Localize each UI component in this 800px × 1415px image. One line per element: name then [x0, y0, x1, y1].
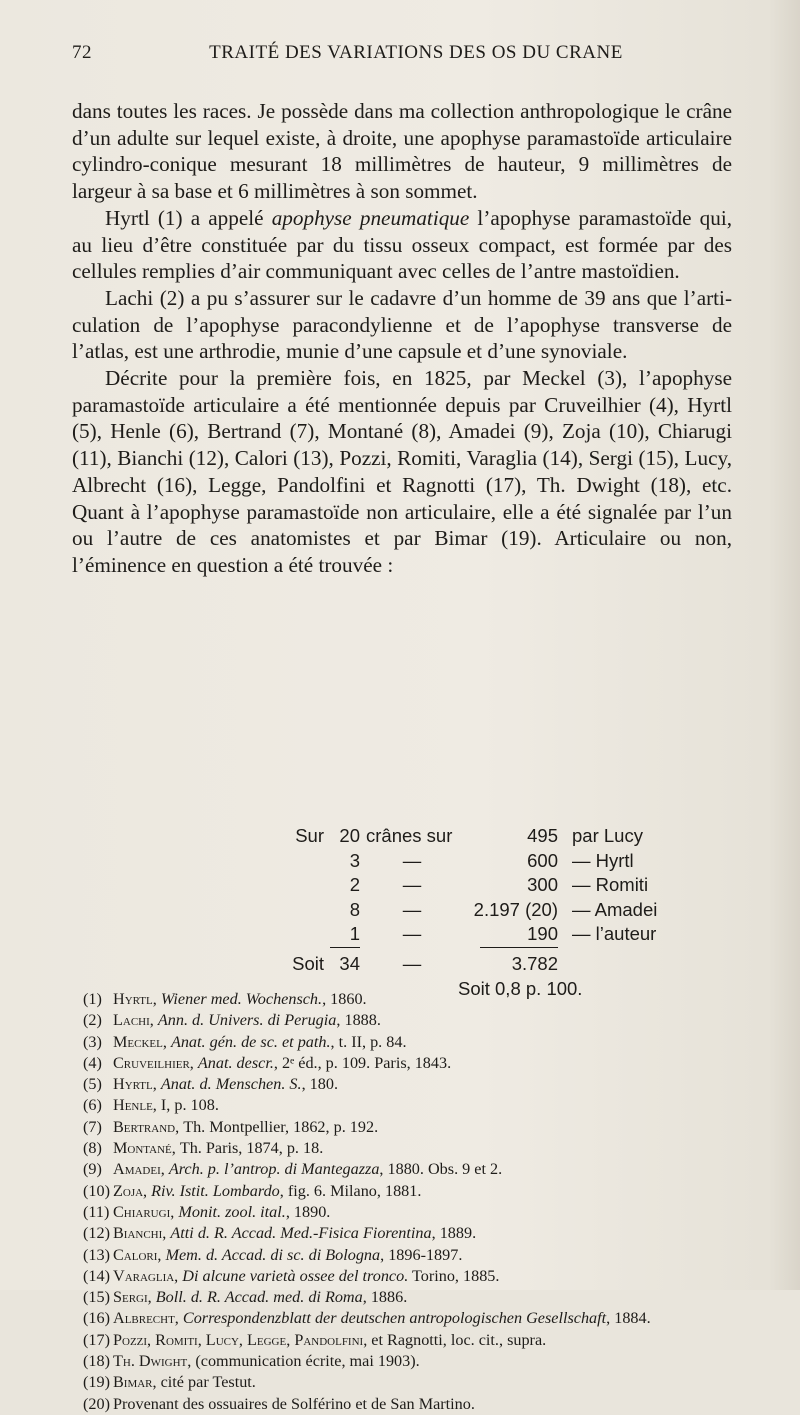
footnote-number: (14): [83, 1266, 110, 1285]
footnote-author: Bianchi,: [113, 1224, 171, 1243]
stats-total-label: Soit: [292, 952, 324, 974]
footnote-author: Chiarugi,: [113, 1202, 179, 1221]
footnote-title: Atti d. R. Accad. Med.-Fisica Fiorentina: [170, 1224, 432, 1243]
footnote-number: (19): [83, 1373, 110, 1392]
footnote-number: (5): [83, 1075, 102, 1094]
stats-author: — l’auteur: [572, 923, 657, 944]
footnote-author: Meckel,: [113, 1032, 171, 1051]
footnote-details: Provenant des ossuaires de Solférino et de San Martino.: [113, 1394, 475, 1413]
stats-count: 20: [339, 825, 360, 846]
footnote-author: Bimar,: [113, 1373, 161, 1392]
footnote-number: (13): [83, 1245, 110, 1264]
footnote-title: Mem. d. Accad. di sc. di Bologna: [165, 1245, 381, 1264]
footnote-author: Hyrtl,: [113, 990, 161, 1008]
footnote-details: , 1880. Obs. 9 et 2.: [379, 1160, 503, 1179]
footnote-title: Anat. descr.: [197, 1053, 274, 1072]
footnote-details: , t. II, p. 84.: [330, 1032, 407, 1051]
footnote: [83, 1181, 763, 1202]
body-text: [72, 98, 732, 579]
footnote-author: Cruveilhier,: [113, 1053, 198, 1072]
footnote-details: , 180.: [301, 1075, 338, 1094]
stats-row: [290, 898, 657, 923]
footnote: [83, 1394, 763, 1415]
footnote-title: Monit. zool. ital.: [178, 1202, 286, 1221]
footnote-number: (16): [83, 1309, 110, 1328]
footnote: [83, 1138, 763, 1159]
footnote-number: (4): [83, 1053, 102, 1072]
stats-row: [290, 824, 657, 849]
footnote-details: Torino, 1885.: [408, 1266, 500, 1285]
stats-total-row: [290, 948, 657, 977]
footnote-author: Henle,: [113, 1096, 161, 1115]
footnote-author: Pozzi, Romiti, Lucy, Legge, Pandolfini,: [113, 1330, 372, 1349]
footnote-details: (communication écrite, mai 1903).: [195, 1352, 420, 1371]
stats-count: 1: [330, 922, 360, 948]
footnote-details: , 2ᵉ éd., p. 109. Paris, 1843.: [273, 1053, 452, 1072]
footnote: [83, 1010, 763, 1031]
footnote-title: Arch. p. l’antrop. di Mantegazza: [168, 1160, 380, 1179]
stats-word: —: [402, 874, 422, 895]
stats-result: Soit 0,8 p. 100.: [458, 977, 583, 999]
paragraph: Décrite pour la première fois, en 1825, par Meckel (3), l’apophyse paramastoïde articulaire a été mentionnée depuis par Cruveilhier (4), Hyrtl (5), Henle (6), Bertrand (7), Montané (8), Amadei (9), Zoja (10), Chiarugi (11), Bianchi (12), Calori (13), Pozzi, Romiti, Varaglia (14), Sergi (15), Lucy, Albrecht (16), Legge, Pandolfini et Ragnotti (17), Th. Dwight (18), etc. Quant à l’apophyse paramastoïde non articulaire, elle a été signalée par l’un ou l’autre de ces anatomistes et par Bimar (19). Articulaire ou non, l’éminence en question a été trouvée :: [72, 366, 732, 577]
footnote-title: Anat. d. Menschen. S.: [160, 1075, 302, 1094]
footnote: [83, 1287, 763, 1308]
footnote: [83, 1053, 763, 1074]
footnote-title: Boll. d. R. Accad. med. di Roma: [155, 1288, 363, 1307]
stats-row: [290, 849, 657, 874]
stats-value: 300: [527, 874, 558, 895]
stats-value: 495: [527, 825, 558, 846]
footnote-details: et Ragnotti, loc. cit., supra.: [371, 1330, 547, 1349]
footnote-author: Th. Dwight,: [113, 1352, 196, 1371]
stats-total-word: —: [402, 952, 422, 974]
footnote-author: Albrecht,: [113, 1309, 183, 1328]
footnote: [83, 1266, 763, 1287]
footnote-details: , 1884.: [606, 1309, 651, 1328]
footnote-details: , 1886.: [362, 1288, 408, 1307]
stats-label: [290, 922, 330, 948]
stats-label: Sur: [295, 825, 324, 846]
footnote-number: (9): [83, 1160, 102, 1179]
footnote-title: Wiener med. Wochensch.: [160, 990, 323, 1008]
footnotes: [83, 989, 763, 1415]
stats-author: — Hyrtl: [572, 849, 634, 871]
stats-value-text: 190: [480, 922, 558, 948]
footnote: [83, 1159, 763, 1180]
footnote-number: (18): [83, 1352, 110, 1371]
footnote-number: (1): [83, 990, 102, 1008]
statistics-table: [290, 824, 750, 1001]
stats-value: [458, 922, 572, 948]
footnote-details: , 1889.: [431, 1224, 477, 1243]
footnote-author: Calori,: [113, 1245, 166, 1264]
footnote-number: (7): [83, 1117, 102, 1136]
footnote-title: Correspondenzblatt der deutschen antropologischen Gesellschaft: [182, 1309, 607, 1328]
footnote-details: Th. Montpellier, 1862, p. 192.: [183, 1117, 379, 1136]
stats-word: —: [402, 898, 422, 920]
footnote-number: (3): [83, 1032, 102, 1051]
stats-total-value: 3.782: [511, 952, 558, 974]
footnote-title: Riv. Istit. Lombardo: [151, 1181, 280, 1200]
footnote-details: , 1896-1897.: [380, 1245, 463, 1264]
footnote-author: Hyrtl,: [113, 1075, 161, 1094]
footnote-number: (17): [83, 1330, 110, 1349]
paragraph-text: Hyrtl (1) a appelé: [105, 205, 272, 230]
stats-label: [290, 873, 330, 898]
stats-label: [290, 849, 330, 874]
footnote: [83, 989, 763, 1010]
footnote-details: , 1890.: [285, 1202, 331, 1221]
footnote-details: , fig. 6. Milano, 1881.: [279, 1181, 422, 1200]
footnote-title: Ann. d. Univers. di Perugia: [157, 1011, 337, 1030]
footnote-title: Di alcune varietà ossee del tronco.: [182, 1266, 409, 1285]
footnote: [83, 1095, 763, 1116]
stats-total-count: 34: [339, 953, 360, 974]
page-header: [0, 42, 800, 70]
footnote: [83, 1074, 763, 1095]
footnote-details: , 1888.: [336, 1011, 381, 1030]
stats-count: 3: [349, 849, 360, 871]
stats-author: par Lucy: [572, 825, 643, 846]
stats-author: — Amadei: [572, 898, 658, 920]
footnote-number: (12): [83, 1224, 110, 1243]
footnote-author: Bertrand,: [113, 1117, 184, 1136]
footnote: [83, 1330, 763, 1351]
page-number: 72: [72, 42, 92, 63]
footnote: [83, 1351, 763, 1372]
footnote-author: Montané,: [113, 1139, 180, 1158]
footnote-details: I, p. 108.: [160, 1096, 219, 1115]
footnote-author: Sergi,: [113, 1288, 156, 1307]
footnote-author: Zoja,: [113, 1181, 152, 1200]
footnote-details: cité par Testut.: [160, 1373, 256, 1392]
stats-value: 2.197 (20): [473, 898, 558, 920]
stats-row: [290, 922, 657, 948]
footnote-number: (11): [83, 1202, 110, 1221]
stats-count: 2: [349, 874, 360, 895]
footnote-number: (8): [83, 1139, 102, 1158]
paragraph: Lachi (2) a pu s’assurer sur le cadavre d’un homme de 39 ans que l’articulation de l’apophyse paracondylienne et de l’apophyse transverse de l’atlas, est une arthrodie, munie d’une capsule et d’une synoviale.: [72, 285, 732, 364]
footnote: [83, 1245, 763, 1266]
stats-word: —: [402, 923, 422, 944]
footnote-details: , 1860.: [322, 990, 367, 1008]
footnote-number: (2): [83, 1011, 102, 1030]
footnote: [83, 1308, 763, 1329]
footnote: [83, 1202, 763, 1223]
stats-label: [290, 898, 330, 923]
paragraph: [72, 205, 732, 285]
footnote: [83, 1117, 763, 1138]
stats-word: —: [402, 849, 422, 871]
footnote-number: (15): [83, 1288, 110, 1307]
footnote-number: (6): [83, 1096, 102, 1115]
stats-total-author: [572, 948, 657, 977]
footnote-title: Anat. gén. de sc. et path.: [170, 1032, 331, 1051]
footnote: [83, 1032, 763, 1053]
footnote-number: (10): [83, 1181, 110, 1200]
footnote-number: (20): [83, 1394, 110, 1413]
footnote-author: Amadei,: [113, 1160, 169, 1179]
footnote-author: Lachi,: [113, 1011, 158, 1030]
stats-row: [290, 873, 657, 898]
footnote: [83, 1223, 763, 1244]
running-title: TRAITÉ DES VARIATIONS DES OS DU CRANE: [209, 42, 623, 63]
paragraph-text: l’apophyse paramastoïde qui, au lieu d’être constituée par du tissu osseux compact, est formée par des cellules remplies d’air communiquant avec celles de l’antre mastoïdien.: [72, 205, 732, 284]
stats-value: 600: [527, 849, 558, 871]
stats-count: 8: [349, 898, 360, 920]
stats-word: crânes sur: [366, 825, 453, 846]
italic-term: apophyse pneumatique: [271, 205, 470, 230]
footnote-details: Th. Paris, 1874, p. 18.: [179, 1139, 324, 1158]
footnote-author: Varaglia,: [113, 1266, 183, 1285]
paragraph: dans toutes les races. Je possède dans ma collection anthropologique le crâne d’un adulte sur lequel existe, à droite, une apophyse paramastoïde articulaire cylindro-conique mesurant 18 millimètres de hauteur, 9 millimètres de largeur à sa base et 6 millimètres à son sommet.: [72, 99, 732, 204]
stats-author: — Romiti: [572, 874, 649, 895]
footnote: [83, 1372, 763, 1393]
